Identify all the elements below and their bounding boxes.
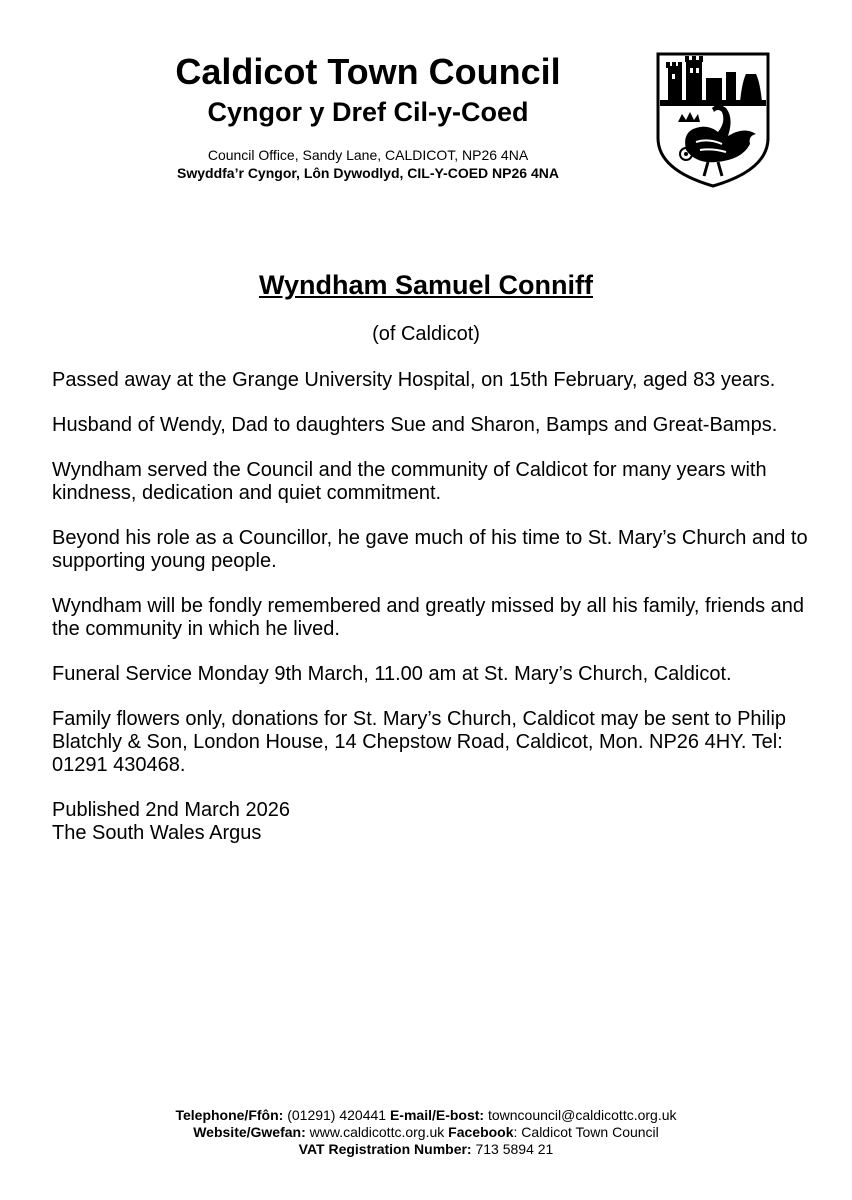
facebook-label: Facebook <box>448 1124 514 1140</box>
phone-number: (01291) 420441 <box>287 1107 387 1123</box>
town-crest-icon <box>656 52 770 188</box>
email-label: E-mail/E-bost: <box>389 1107 485 1123</box>
council-name-welsh: Cyngor y Dref Cil-y-Coed <box>207 97 529 127</box>
footer-contact <box>0 1107 852 1158</box>
paragraph-role: Beyond his role as a Councillor, he gave much of his time to St. Mary’s Church and to supporting young people. <box>52 527 808 572</box>
notice-subtitle: (of Caldicot) <box>372 323 480 345</box>
facebook-page: : Caldicot Town Council <box>513 1124 659 1140</box>
website-url: www.caldicottc.org.uk <box>309 1124 445 1140</box>
paragraph-service: Wyndham served the Council and the community of Caldicot for many years with kindness, dedication and quiet commitment. <box>52 459 767 504</box>
notice-title: Wyndham Samuel Conniff <box>258 270 594 300</box>
published-date: Published 2nd March 2026 <box>52 799 290 821</box>
council-name: Caldicot Town Council <box>175 51 561 92</box>
office-address-welsh: Swyddfa’r Cyngor, Lôn Dywodlyd, CIL-Y-COED NP26 4NA <box>177 165 559 181</box>
footer-line-web <box>0 1124 852 1141</box>
publication-name: The South Wales Argus <box>52 822 262 844</box>
vat-label: VAT Registration Number: <box>298 1141 472 1157</box>
notice-body <box>52 369 812 845</box>
letterhead <box>100 52 636 182</box>
paragraph-funeral: Funeral Service Monday 9th March, 11.00 am at St. Mary’s Church, Caldicot. <box>52 663 732 685</box>
phone-label: Telephone/Ffôn: <box>175 1107 284 1123</box>
footer-line-vat <box>0 1141 852 1158</box>
footer-line-phone-email <box>0 1107 852 1124</box>
vat-number: 713 5894 21 <box>475 1141 554 1157</box>
paragraph-passed-away: Passed away at the Grange University Hospital, on 15th February, aged 83 years. <box>52 369 776 391</box>
website-label: Website/Gwefan: <box>193 1124 306 1140</box>
email-address: towncouncil@caldicottc.org.uk <box>487 1107 677 1123</box>
paragraph-donations: Family flowers only, donations for St. Mary’s Church, Caldicot may be sent to Philip Blatchly & Son, London House, 14 Chepstow Road, Caldicot, Mon. NP26 4HY. Tel: 01291 430468. <box>52 708 787 776</box>
paragraph-family: Husband of Wendy, Dad to daughters Sue and Sharon, Bamps and Great-Bamps. <box>52 414 778 436</box>
paragraph-remembered: Wyndham will be fondly remembered and greatly missed by all his family, friends and the community in which he lived. <box>52 595 805 640</box>
office-address: Council Office, Sandy Lane, CALDICOT, NP26 4NA <box>207 147 529 163</box>
